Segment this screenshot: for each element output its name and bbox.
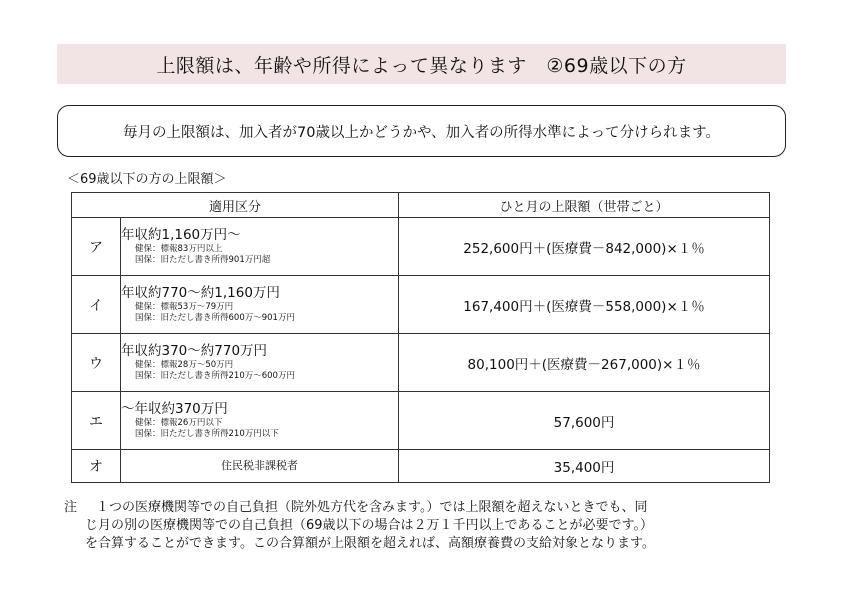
row-kana: オ xyxy=(72,450,121,483)
income-range: 年収約1,160万円～ xyxy=(121,226,241,243)
kenpo-criteria: 健保：標報26万円以下 xyxy=(135,418,223,429)
summary-text: 毎月の上限額は、加入者が70歳以上かどうかや、加入者の所得水準によって分けられます。 xyxy=(123,124,720,141)
table-header-row xyxy=(72,193,770,218)
row-amount: 252,600円＋(医療費－842,000)×１％ xyxy=(399,218,770,276)
row-category: 住民税非課税者 xyxy=(121,450,399,483)
row-kana: エ xyxy=(72,392,121,450)
income-range: 年収約770～約1,160万円 xyxy=(121,284,280,301)
row-amount: 35,400円 xyxy=(399,450,770,483)
row-kana: ウ xyxy=(72,334,121,392)
kokuho-criteria: 国保：旧ただし書き所得210万円以下 xyxy=(135,429,279,440)
row-kana: イ xyxy=(72,276,121,334)
footnote-line: を合算することができます。この合算額が上限額を超えれば、高額療養費の支給対象となります。 xyxy=(85,536,655,551)
row-amount: 57,600円 xyxy=(399,392,770,450)
table-row xyxy=(72,450,770,483)
row-category xyxy=(121,276,399,334)
row-category xyxy=(121,392,399,450)
page-title: 上限額は、年齢や所得によって異なります ②69歳以下の方 xyxy=(57,44,786,84)
kenpo-criteria: 健保：標報53万～79万円 xyxy=(135,302,234,313)
row-category xyxy=(121,334,399,392)
footnote-line: １つの医療機関等での自己負担（院外処方代を含みます。）では上限額を超えないときでも、同 xyxy=(96,500,648,515)
header-amount: ひと月の上限額（世帯ごと） xyxy=(399,193,770,218)
footnote-mark: 注 xyxy=(64,500,78,515)
kokuho-criteria: 国保：旧ただし書き所得901万円超 xyxy=(135,255,271,266)
table-row xyxy=(72,334,770,392)
table-row xyxy=(72,392,770,450)
table-row xyxy=(72,218,770,276)
row-category xyxy=(121,218,399,276)
table-row xyxy=(72,276,770,334)
income-range: 年収約370～約770万円 xyxy=(121,342,268,359)
section-label: ＜69歳以下の方の上限額＞ xyxy=(67,172,227,187)
row-amount: 80,100円＋(医療費－267,000)×１％ xyxy=(399,334,770,392)
limit-table xyxy=(71,192,770,483)
header-category: 適用区分 xyxy=(72,193,399,218)
footnote-line: じ月の別の医療機関等での自己負担（69歳以下の場合は２万１千円以上であることが必要です。） xyxy=(85,518,654,533)
kokuho-criteria: 国保：旧ただし書き所得210万～600万円 xyxy=(135,371,295,382)
income-range: ～年収約370万円 xyxy=(121,400,228,417)
kenpo-criteria: 健保：標報28万～50万円 xyxy=(135,360,234,371)
kenpo-criteria: 健保：標報83万円以上 xyxy=(135,244,223,255)
footnote xyxy=(64,499,774,553)
summary-box xyxy=(57,105,786,157)
row-kana: ア xyxy=(72,218,121,276)
kokuho-criteria: 国保：旧ただし書き所得600万～901万円 xyxy=(135,313,295,324)
row-amount: 167,400円＋(医療費－558,000)×１％ xyxy=(399,276,770,334)
